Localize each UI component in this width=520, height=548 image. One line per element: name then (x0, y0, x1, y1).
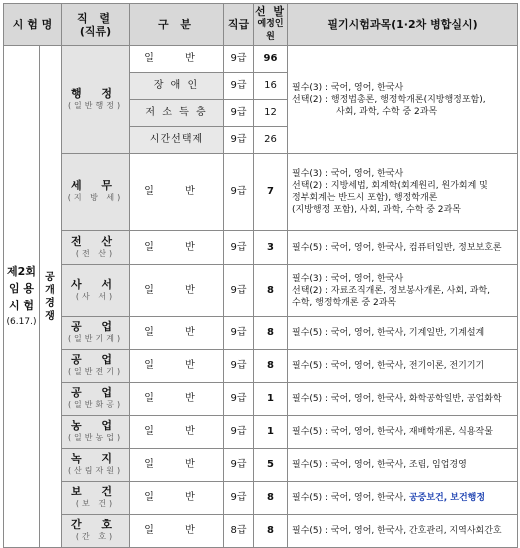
category-cell: 일 반 (130, 482, 224, 515)
header-subjects: 필기시험과목(1·2차 병합실시) (288, 4, 518, 46)
job-cell (62, 46, 130, 154)
job-cell (62, 416, 130, 449)
subjects-cell (288, 383, 518, 416)
count-cell: 1 (254, 416, 288, 449)
subject-line: 선택(2) : 행정법총론, 행정학개론(지방행정포함), (292, 94, 486, 105)
job-sub: (전 산) (75, 248, 116, 258)
category-cell: 일 반 (130, 265, 224, 317)
job-name: 간 호 (70, 518, 121, 531)
header-count-line1: 선 발 (254, 5, 287, 18)
table-row (4, 317, 518, 350)
table-row (4, 265, 518, 317)
recruit-type-cell (40, 46, 62, 548)
subject-line: 정부회계는 반드시 포함), 행정학개론 (292, 193, 438, 203)
job-cell (62, 265, 130, 317)
table-row (4, 515, 518, 548)
job-cell (62, 449, 130, 482)
grade-cell: 9급 (224, 383, 254, 416)
subjects-cell (288, 46, 518, 154)
exam-line1: 제2회 (7, 264, 36, 278)
grade-cell: 9급 (224, 482, 254, 515)
grade-cell: 9급 (224, 416, 254, 449)
job-cell (62, 482, 130, 515)
subject-line: 수학, 행정학개론 중 2과목 (292, 297, 397, 308)
header-count-line2: 예정인원 (257, 19, 284, 42)
header-category: 구 분 (130, 4, 224, 46)
grade-cell: 9급 (224, 317, 254, 350)
job-sub: (일반농업) (67, 433, 124, 442)
job-sub: (일반행정) (67, 100, 124, 110)
category-cell: 일 반 (130, 317, 224, 350)
count-cell: 5 (254, 449, 288, 482)
job-sub: (일반화공) (67, 400, 124, 409)
subjects-cell (288, 265, 518, 317)
table-row (4, 416, 518, 449)
subjects-cell (288, 515, 518, 548)
subject-line: 필수(5) : 국어, 영어, 한국사, 조림, 임업경영 (292, 460, 467, 470)
job-cell (62, 515, 130, 548)
recruit-line2: 경쟁 (45, 297, 56, 322)
header-job-line2: (직류) (79, 24, 112, 38)
job-sub: (산림자원) (67, 466, 124, 475)
category-cell: 일 반 (130, 383, 224, 416)
job-name: 농 업 (70, 419, 121, 432)
subject-line: 선택(2) : 지방세법, 회계학(회계원리, 원가회계 및 (292, 181, 488, 191)
job-sub: (간 호) (75, 532, 116, 541)
job-sub: (일반기계) (67, 334, 124, 343)
grade-cell: 9급 (224, 73, 254, 100)
count-cell: 16 (254, 73, 288, 100)
header-grade: 직급 (224, 4, 254, 46)
subject-line: 선택(2) : 자료조직개론, 정보봉사개론, 사회, 과학, (292, 285, 491, 296)
subjects-cell (288, 482, 518, 515)
recruit-line1: 공개 (45, 271, 56, 296)
count-cell: 8 (254, 482, 288, 515)
category-cell: 일 반 (130, 154, 224, 231)
exam-line4: (6.17.) (6, 316, 37, 327)
job-name: 공 업 (70, 353, 121, 366)
category-cell: 일 반 (130, 350, 224, 383)
table-row (4, 154, 518, 231)
subject-line: 필수(5) : 국어, 영어, 한국사, 간호관리, 지역사회간호 (292, 526, 502, 536)
count-cell: 3 (254, 231, 288, 265)
grade-cell: 9급 (224, 350, 254, 383)
grade-cell: 9급 (224, 100, 254, 127)
category-cell: 저 소 득 층 (130, 100, 224, 127)
exam-table-wrapper (3, 3, 517, 544)
header-job (62, 4, 130, 46)
subject-line: 사회, 과학, 수학 중 2과목 (336, 106, 438, 117)
job-sub: (보 건) (75, 499, 116, 508)
subject-line: 필수(5) : 국어, 영어, 한국사, 화학공학일반, 공업화학 (292, 394, 502, 404)
exam-line3: 시 험 (8, 298, 35, 312)
job-cell (62, 317, 130, 350)
exam-line2: 임 용 (8, 281, 35, 295)
count-cell: 8 (254, 265, 288, 317)
subjects-cell (288, 449, 518, 482)
grade-cell: 9급 (224, 231, 254, 265)
subjects-cell (288, 231, 518, 265)
job-sub: (사 서) (75, 291, 116, 301)
table-row (4, 383, 518, 416)
header-row (4, 4, 518, 46)
job-name: 공 업 (70, 320, 121, 333)
subject-line: 필수(5) : 국어, 영어, 한국사, 기계일반, 기계설계 (292, 328, 485, 338)
subject-line: 필수(5) : 국어, 영어, 한국사, 컴퓨터일반, 정보보호론 (292, 242, 502, 253)
count-cell: 96 (254, 46, 288, 73)
table-row (4, 231, 518, 265)
category-cell: 일 반 (130, 46, 224, 73)
subject-line: 필수(3) : 국어, 영어, 한국사 (292, 169, 404, 179)
subject-line: 필수(5) : 국어, 영어, 한국사, 전기이론, 전기기기 (292, 361, 485, 371)
job-name: 보 건 (70, 485, 121, 498)
subject-line: 필수(3) : 국어, 영어, 한국사 (292, 273, 404, 284)
job-cell (62, 383, 130, 416)
job-sub: (지 방 세) (67, 193, 124, 202)
count-cell: 8 (254, 317, 288, 350)
subject-line: 필수(3) : 국어, 영어, 한국사 (292, 82, 404, 93)
job-cell (62, 350, 130, 383)
category-cell: 시간선택제 (130, 127, 224, 154)
subject-line: (지방행정 포함), 사회, 과학, 수학 중 2과목 (292, 205, 461, 215)
job-name: 전 산 (70, 234, 121, 248)
count-cell: 8 (254, 515, 288, 548)
job-sub: (일반전기) (67, 367, 124, 376)
exam-table (3, 3, 518, 548)
table-row (4, 46, 518, 73)
subjects-cell (288, 154, 518, 231)
count-cell: 7 (254, 154, 288, 231)
subjects-cell (288, 350, 518, 383)
category-cell: 일 반 (130, 449, 224, 482)
category-cell: 일 반 (130, 231, 224, 265)
category-cell: 장 애 인 (130, 73, 224, 100)
job-name: 행 정 (70, 86, 121, 100)
subject-prefix: 필수(5) : 국어, 영어, 한국사, (292, 493, 409, 503)
job-name: 세 무 (70, 179, 121, 192)
header-count (254, 4, 288, 46)
subject-line: 필수(5) : 국어, 영어, 한국사, 재배학개론, 식용작물 (292, 427, 493, 437)
category-cell: 일 반 (130, 515, 224, 548)
subject-highlight: 공중보건, 보건행정 (408, 493, 486, 503)
header-exam: 시 험 명 (4, 4, 62, 46)
grade-cell: 8급 (224, 515, 254, 548)
exam-name-cell (4, 46, 40, 548)
grade-cell: 9급 (224, 46, 254, 73)
job-name: 녹 지 (70, 452, 121, 465)
grade-cell: 9급 (224, 127, 254, 154)
subjects-cell (288, 317, 518, 350)
job-name: 공 업 (70, 386, 121, 399)
grade-cell: 9급 (224, 265, 254, 317)
grade-cell: 9급 (224, 154, 254, 231)
count-cell: 8 (254, 350, 288, 383)
table-row (4, 482, 518, 515)
table-row (4, 350, 518, 383)
count-cell: 1 (254, 383, 288, 416)
table-row (4, 449, 518, 482)
grade-cell: 9급 (224, 449, 254, 482)
subject-line (292, 492, 515, 504)
job-cell (62, 154, 130, 231)
job-cell (62, 231, 130, 265)
subjects-cell (288, 416, 518, 449)
count-cell: 12 (254, 100, 288, 127)
job-name: 사 서 (70, 277, 121, 291)
header-job-line1: 직 렬 (76, 11, 115, 25)
category-cell: 일 반 (130, 416, 224, 449)
count-cell: 26 (254, 127, 288, 154)
